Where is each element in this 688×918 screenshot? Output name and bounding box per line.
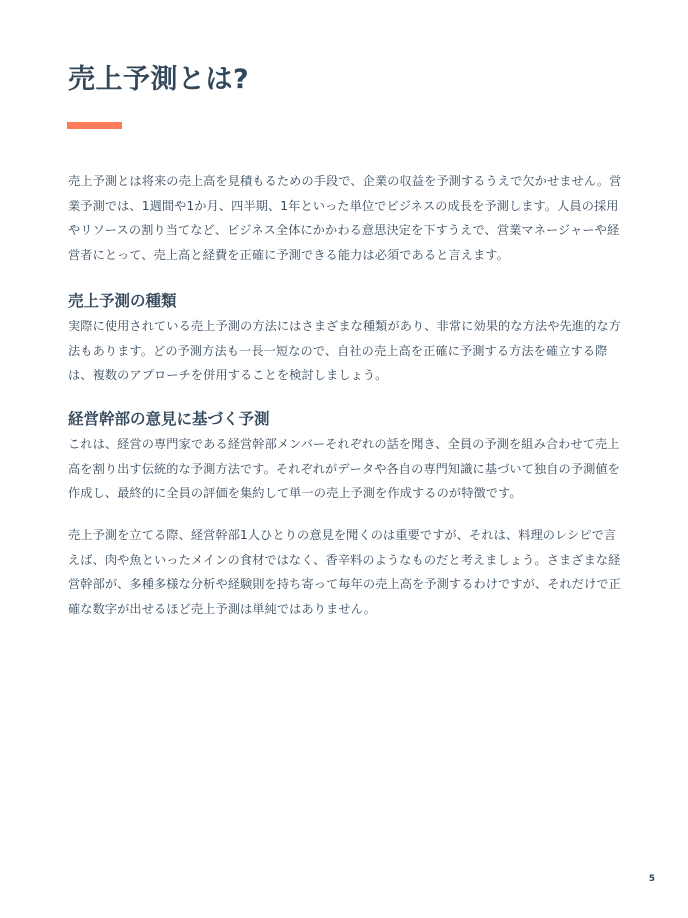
intro-paragraph: 売上予測とは将来の売上高を見積もるための手段で、企業の収益を予測するうえで欠かせません。営業予測では、1週間や1か月、四半期、1年といった単位でビジネスの成長を予測します。人員の採用やリソースの割り当てなど、ビジネス全体にかかわる意思決定を下すうえで、営業マネージャーや経営者にとって、売上高と経費を正確に予測できる能力は必須であると言えます。 bbox=[68, 174, 622, 262]
section-heading-executive-opinion: 経営幹部の意見に基づく予測 bbox=[68, 410, 270, 428]
section-paragraph-sales-forecast-types: 実際に使用されている売上予測の方法にはさまざまな種類があり、非常に効果的な方法や先進的な方法もあります。どの予測方法も一長一短なので、自社の売上高を正確に予測する方法を確立する際は、複数のアプローチを併用することを検討しましょう。 bbox=[68, 319, 621, 382]
section-paragraph-executive-opinion-2: 売上予測を立てる際、経営幹部1人ひとりの意見を聞くのは重要ですが、それは、料理のレシピで言えば、肉や魚といったメインの食材ではなく、香辛料のようなものだと考えましょう。さまざまな経営幹部が、多種多様な分析や経験則を持ち寄って毎年の売上高を予測するわけですが、それだけで正確な数字が出せるほど売上予測は単純ではありません。 bbox=[68, 528, 621, 616]
title-accent-bar bbox=[67, 122, 122, 129]
section-heading-sales-forecast-types: 売上予測の種類 bbox=[68, 292, 177, 310]
section-paragraph-executive-opinion-1: これは、経営の専門家である経営幹部メンバーそれぞれの話を聞き、全員の予測を組み合わせて売上高を割り出す伝統的な予測方法です。それぞれがデータや各自の専門知識に基づいて独自の予測値を作成し、最終的に全員の評価を集約して単一の売上予測を作成するのが特徴です。 bbox=[68, 437, 620, 500]
page-title: 売上予測とは? bbox=[68, 64, 250, 95]
page-number: 5 bbox=[648, 874, 655, 884]
